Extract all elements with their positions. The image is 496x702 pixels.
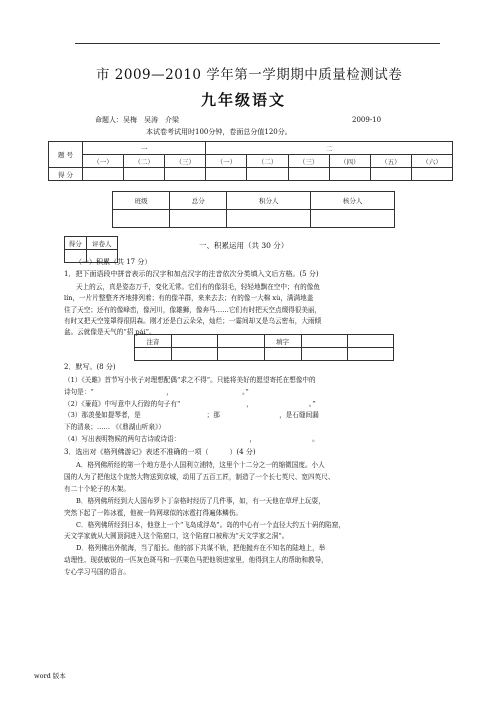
q3-options (64, 460, 464, 579)
fill-cell[interactable] (301, 348, 347, 361)
question-2: 2．默写。(8 分) (64, 363, 116, 371)
score-cell[interactable] (411, 168, 452, 181)
fill-table-char-label: 填字 (264, 335, 301, 348)
fill-cell[interactable] (218, 335, 264, 348)
footer-text: word 版本 (34, 672, 66, 680)
section1-title: 一、积累运用（共 30 分） (199, 241, 289, 250)
q3-line: 专心学习马国的语言。 (64, 568, 130, 577)
q3-line: D．格列佛出外航海，当了船长。他的部下共谋不轨，把他抛弃在不知名的陆地上，举 (76, 544, 326, 553)
q1-line: 有时又把天空笼罩得很阴森。刚才还是白云朵朵，灿烂；一霎间却又是乌云密布，大雨倾 (64, 316, 322, 325)
fill-cell[interactable] (301, 335, 347, 348)
q3-line: A．格列佛所经的第一个地方是小人国利立浦特，这里个十二分之一的缩微国度。小人 (76, 461, 325, 469)
question-1: 1．把下面语段中拼音表示的汉字和加点汉字的注音依次分类填入文后方格。(5 分) (64, 270, 319, 278)
grader-cell[interactable] (170, 210, 227, 228)
q2-items (64, 375, 464, 446)
grader-total: 总分 (170, 192, 227, 210)
score-table-part1: 一 (83, 142, 206, 155)
q2-line: 诗句是：“ ， 。” (64, 387, 249, 396)
q3-line: 动理性、现获敏锐的一匹灰色斑马和一匹栗色马把他领进家里，他得到主人的帮助和教导， (64, 556, 328, 565)
fill-cell[interactable] (264, 348, 301, 361)
score-table-sub: （六） (411, 155, 452, 168)
score-table (48, 141, 453, 181)
q3-line: 有二十个轮子的木架。 (64, 484, 130, 493)
page-title: 市 2009—2010 学年第一学期期中质量检测试卷 (96, 67, 403, 83)
q2-line: （1）《关雎》首节写小伙子对理想配偶“求之不得”。只能将美好的愿望寄托在想像中的 (64, 376, 316, 384)
fill-cell[interactable] (347, 348, 393, 361)
section-grader-label: 评卷人 (86, 237, 118, 250)
fill-table-pinyin-label: 注音 (135, 335, 172, 348)
score-table-row-label: 题 号 (49, 142, 83, 168)
grader-scorer: 积分人 (227, 192, 311, 210)
q2-line: （3）那羡曼如提琴者，是 ；那 ，是石缝间漏 (64, 411, 319, 420)
q1-line: 住了天空；还有的像峰峦，像河川，像雄狮，像奔马……它们有时把天空点缀得很美丽， (64, 305, 322, 314)
grader-cell[interactable] (227, 210, 311, 228)
q2-line: 下的清泉；…… 《《鼎湖山听泉》） (64, 423, 165, 432)
score-cell[interactable] (165, 168, 206, 181)
score-table-score-label: 得 分 (49, 168, 83, 181)
q1-line: lín，一片片整整齐齐地排列着；有的像羊群，来来去去；有的像一大棉 xù，满满地盖 (64, 294, 314, 303)
authors: 命题人：吴梅 吴涛 介梁 (95, 116, 179, 124)
grader-table (112, 191, 395, 228)
q2-line: （2）《蒹葭》中写意中人行踪的句子有“ ， 。” (64, 399, 316, 408)
grader-checker: 核分人 (311, 192, 395, 210)
score-table-sub: （四） (329, 155, 370, 168)
exam-info: 本试卷考试用时100分钟，卷面总分值120分。 (146, 128, 292, 136)
grader-cell[interactable] (311, 210, 395, 228)
q3-line: B．格列佛所经到大人国布罗卜丁奈格时经历了几件事，如，有一天他在草坪上玩耍， (76, 496, 325, 505)
section1-sub1: （一）积累（共 17 分） (75, 258, 152, 266)
question-3: 3．选出对《格列佛游记》表述不准确的一项（ ）(4 分) (64, 448, 256, 456)
q2-line: （4）写出表明物候的两句古诗或诗语： ， 。 (64, 434, 319, 443)
fill-cell[interactable] (172, 335, 218, 348)
exam-date: 2009-10 (352, 116, 382, 124)
grader-cell[interactable] (113, 210, 170, 228)
score-cell[interactable] (247, 168, 288, 181)
fill-cell[interactable] (347, 335, 393, 348)
q3-line: 国的人为了把他这个庞然大物送到京城，动用了五百工匠，制造了一个长七英尺、宽四英尺、 (64, 472, 335, 481)
q3-line: 突然下起了一阵冰雹，他被一阵网球似的冰雹打得遍体鳞伤。 (64, 508, 243, 517)
fill-cell[interactable] (218, 348, 264, 361)
score-table-sub: （一） (83, 155, 124, 168)
score-table-sub: （二） (124, 155, 165, 168)
q1-line: 盆。云就像是天气的“招 pái”。 (64, 328, 156, 337)
fill-cell[interactable] (135, 348, 172, 361)
page-subtitle: 九年级语文 (201, 91, 287, 109)
q1-passage (64, 282, 464, 338)
section-score-label: 得分 (65, 237, 87, 250)
q1-line: 天上的云，真是姿态万千，变化无常。它们有的像羽毛，轻轻地飘在空中；有的像鱼 (76, 283, 320, 291)
score-cell[interactable] (206, 168, 247, 181)
grader-class: 班级 (113, 192, 170, 210)
score-cell[interactable] (124, 168, 165, 181)
score-table-sub: （二） (247, 155, 288, 168)
score-cell[interactable] (288, 168, 329, 181)
score-table-sub: （三） (288, 155, 329, 168)
score-table-sub: （三） (165, 155, 206, 168)
score-cell[interactable] (370, 168, 411, 181)
fill-cell[interactable] (172, 348, 218, 361)
score-cell[interactable] (329, 168, 370, 181)
top-rule (75, 43, 440, 44)
q3-line: C．格列佛所经到日本，他登上一个“飞岛成浮岛”。岛的中心有一个直径大约五十码的陷窟， (76, 520, 345, 529)
score-table-part2: 二 (206, 142, 453, 155)
score-table-sub: （五） (370, 155, 411, 168)
fill-table (134, 334, 394, 361)
q3-line: 天文学家就从大圆顶洞进入这个陷窟口，这个陷窟口被称为“天文学家之洞”。 (64, 532, 289, 541)
score-cell[interactable] (83, 168, 124, 181)
score-table-sub: （一） (206, 155, 247, 168)
